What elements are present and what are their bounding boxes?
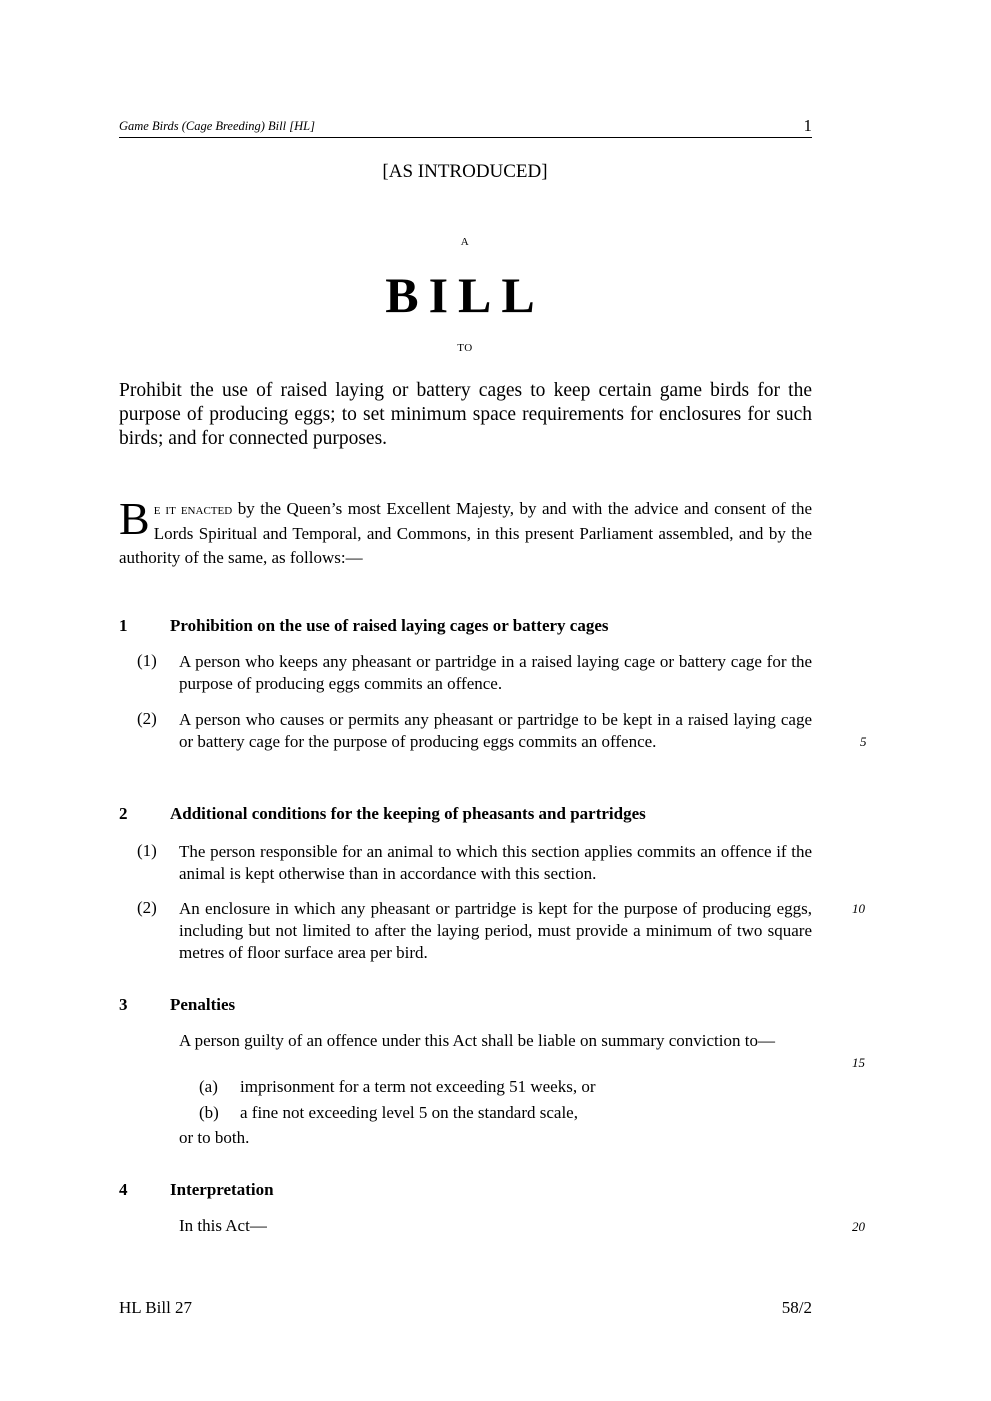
paragraph-label: (b) (199, 1103, 219, 1122)
enacting-formula (119, 493, 812, 570)
a-label: A (460, 236, 470, 248)
to-label: TO (457, 342, 473, 354)
enacting-text: by the Queen’s most Excellent Majesty, by and with the advice and consent of the Lords Spiritual and Temporal, and Commons, in this present Parliament assembled, and by the authority of the same, as follows:— (119, 499, 812, 567)
paragraph-text: a fine not exceeding level 5 on the standard scale, (240, 1103, 578, 1122)
subsection-label: (1) (137, 651, 157, 670)
section-number: 1 (119, 616, 128, 635)
section-closing: or to both. (179, 1128, 250, 1147)
bill-reference: HL Bill 27 (119, 1298, 193, 1317)
drop-cap: B (119, 493, 150, 544)
subsection-text: An enclosure in which any pheasant or partridge is kept for the purpose of producing eggs, including but not limited to after the laying period, must provide a minimum of two square metres of floor surface area per bird. (179, 899, 812, 962)
section-number: 3 (119, 995, 128, 1014)
section-heading: Interpretation (170, 1180, 274, 1199)
header-rule (119, 137, 812, 138)
section-number: 4 (119, 1180, 128, 1199)
section-heading: Additional conditions for the keeping of pheasants and partridges (170, 804, 646, 823)
line-number: 10 (852, 901, 865, 916)
section-number: 2 (119, 804, 128, 823)
section-intro: In this Act— (179, 1216, 267, 1235)
page-number: 1 (803, 116, 812, 135)
section-heading: Penalties (170, 995, 236, 1014)
subsection-text: The person responsible for an animal to which this section applies commits an offence if the animal is kept otherwise than in accordance with this section. (179, 842, 812, 883)
bill-status: [AS INTRODUCED] (382, 161, 548, 182)
enacting-smallcaps: e it enacted (153, 502, 233, 518)
section-intro: A person guilty of an offence under this Act shall be liable on summary conviction to— (179, 1031, 775, 1050)
paragraph-text: imprisonment for a term not exceeding 51 weeks, or (240, 1077, 596, 1096)
print-reference: 58/2 (781, 1298, 812, 1317)
subsection-label: (1) (137, 841, 157, 860)
subsection-label: (2) (137, 898, 157, 917)
line-number: 15 (852, 1055, 865, 1070)
line-number: 5 (860, 734, 867, 749)
running-title: Game Birds (Cage Breeding) Bill [HL] (119, 119, 315, 133)
long-title: Prohibit the use of raised laying or battery cages to keep certain game birds for the purpose of producing eggs; to set minimum space requirements for enclosures for such birds; and for connected purposes. (119, 380, 812, 449)
subsection-text: A person who causes or permits any pheasant or partridge to be kept in a raised laying cage or battery cage for the purpose of producing eggs commits an offence. (179, 710, 812, 751)
line-number: 20 (852, 1219, 865, 1234)
subsection-text: A person who keeps any pheasant or partridge in a raised laying cage or battery cage for the purpose of producing eggs commits an offence. (179, 652, 812, 693)
paragraph-label: (a) (199, 1077, 218, 1096)
bill-title: BILL (385, 267, 545, 323)
subsection-label: (2) (137, 709, 157, 728)
section-heading: Prohibition on the use of raised laying cages or battery cages (170, 616, 609, 635)
